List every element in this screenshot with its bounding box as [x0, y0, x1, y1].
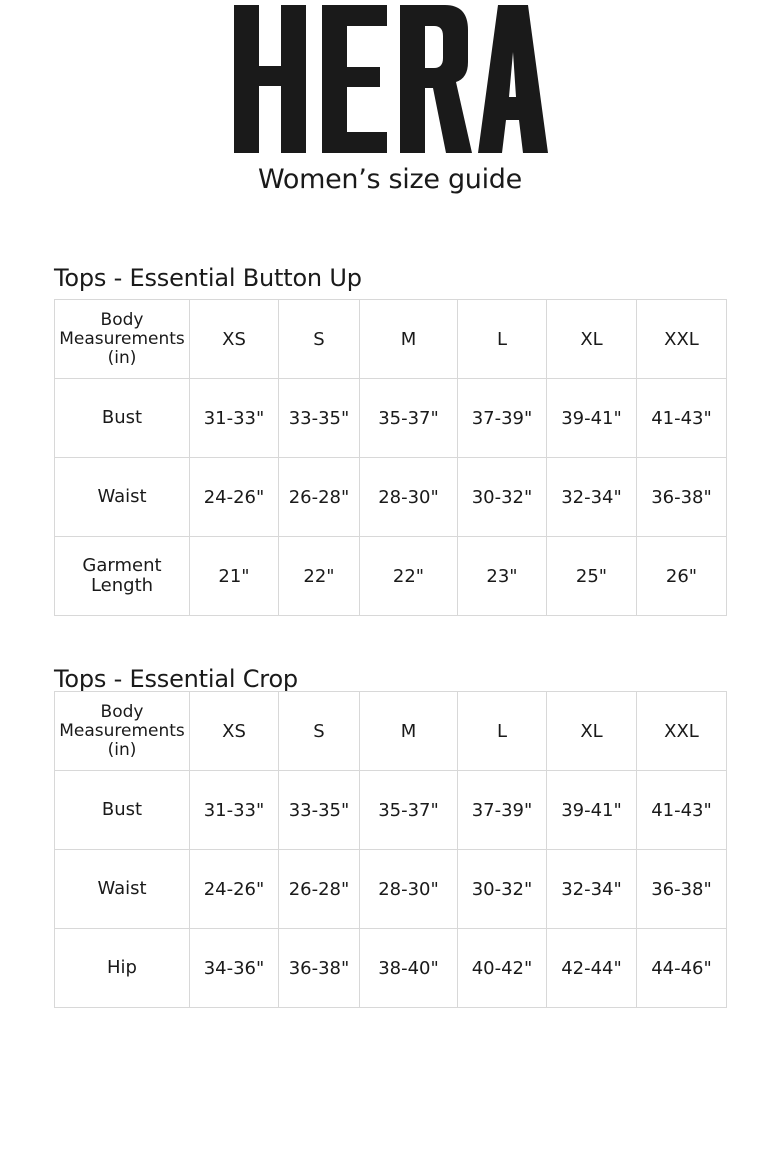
row-label-line: Hip: [107, 957, 137, 978]
table-cell: 23": [458, 537, 547, 616]
table-cell: 36-38": [279, 929, 360, 1008]
table-cell: 26-28": [279, 850, 360, 929]
table-cell: 30-32": [458, 850, 547, 929]
size-header: L: [458, 692, 547, 771]
hera-logo-wordmark: [0, 0, 780, 160]
table-cell: 39-41": [547, 379, 637, 458]
table-row: [55, 458, 727, 537]
table-cell: 40-42": [458, 929, 547, 1008]
table-cell: 44-46": [637, 929, 727, 1008]
header-label-line: Body: [100, 309, 144, 330]
brand-logo: [0, 0, 780, 160]
table-cell: 35-37": [360, 771, 458, 850]
table-cell: 25": [547, 537, 637, 616]
table-cell: 28-30": [360, 850, 458, 929]
table-cell: 24-26": [190, 458, 279, 537]
header-label-cell: [55, 300, 190, 379]
size-table-crop: [54, 691, 727, 1008]
table-header-row: [55, 300, 727, 379]
size-header: XXL: [637, 300, 727, 379]
table-cell: 32-34": [547, 458, 637, 537]
table-cell: 24-26": [190, 850, 279, 929]
table-row: [55, 850, 727, 929]
row-label-line: Garment: [82, 555, 162, 576]
row-label-cell: [55, 379, 190, 458]
header-label-line: (in): [107, 739, 137, 760]
table-cell: 42-44": [547, 929, 637, 1008]
table-row: [55, 537, 727, 616]
section-title-crop: Tops - Essential Crop: [54, 665, 298, 693]
header-label-line: Measurements: [59, 720, 185, 741]
size-table-button-up: [54, 299, 727, 616]
size-header: XL: [547, 300, 637, 379]
row-label-cell: [55, 771, 190, 850]
table-cell: 28-30": [360, 458, 458, 537]
table-cell: 36-38": [637, 458, 727, 537]
table-cell: 37-39": [458, 379, 547, 458]
row-label-line: Length: [90, 575, 154, 596]
row-label-cell: [55, 850, 190, 929]
row-label-line: Bust: [101, 799, 143, 820]
size-header: S: [279, 300, 360, 379]
row-label-cell: [55, 929, 190, 1008]
size-header: L: [458, 300, 547, 379]
size-header: XS: [190, 300, 279, 379]
table-cell: 26": [637, 537, 727, 616]
table-cell: 37-39": [458, 771, 547, 850]
table-cell: 22": [279, 537, 360, 616]
table-row: [55, 379, 727, 458]
row-label-line: Waist: [97, 486, 147, 507]
size-header: S: [279, 692, 360, 771]
header-label-line: Measurements: [59, 328, 185, 349]
table-cell: 35-37": [360, 379, 458, 458]
size-header: XXL: [637, 692, 727, 771]
page-subtitle: Women’s size guide: [258, 164, 522, 195]
row-label-cell: [55, 458, 190, 537]
size-header: XL: [547, 692, 637, 771]
table-cell: 33-35": [279, 771, 360, 850]
row-label-cell: [55, 537, 190, 616]
table-row: [55, 771, 727, 850]
table-row: [55, 929, 727, 1008]
table-cell: 33-35": [279, 379, 360, 458]
table-cell: 41-43": [637, 379, 727, 458]
section-title-button-up: Tops - Essential Button Up: [54, 264, 362, 292]
header-label-cell: [55, 692, 190, 771]
table-cell: 31-33": [190, 771, 279, 850]
row-label-line: Waist: [97, 878, 147, 899]
table-cell: 31-33": [190, 379, 279, 458]
table-header-row: [55, 692, 727, 771]
table-cell: 36-38": [637, 850, 727, 929]
table-cell: 32-34": [547, 850, 637, 929]
size-header: M: [360, 692, 458, 771]
header-label-line: Body: [100, 701, 144, 722]
table-cell: 39-41": [547, 771, 637, 850]
row-label-line: Bust: [101, 407, 143, 428]
table-cell: 38-40": [360, 929, 458, 1008]
table-cell: 26-28": [279, 458, 360, 537]
table-cell: 34-36": [190, 929, 279, 1008]
table-cell: 30-32": [458, 458, 547, 537]
table-cell: 21": [190, 537, 279, 616]
size-header: XS: [190, 692, 279, 771]
header-label-line: (in): [107, 347, 137, 368]
table-cell: 22": [360, 537, 458, 616]
table-cell: 41-43": [637, 771, 727, 850]
size-header: M: [360, 300, 458, 379]
